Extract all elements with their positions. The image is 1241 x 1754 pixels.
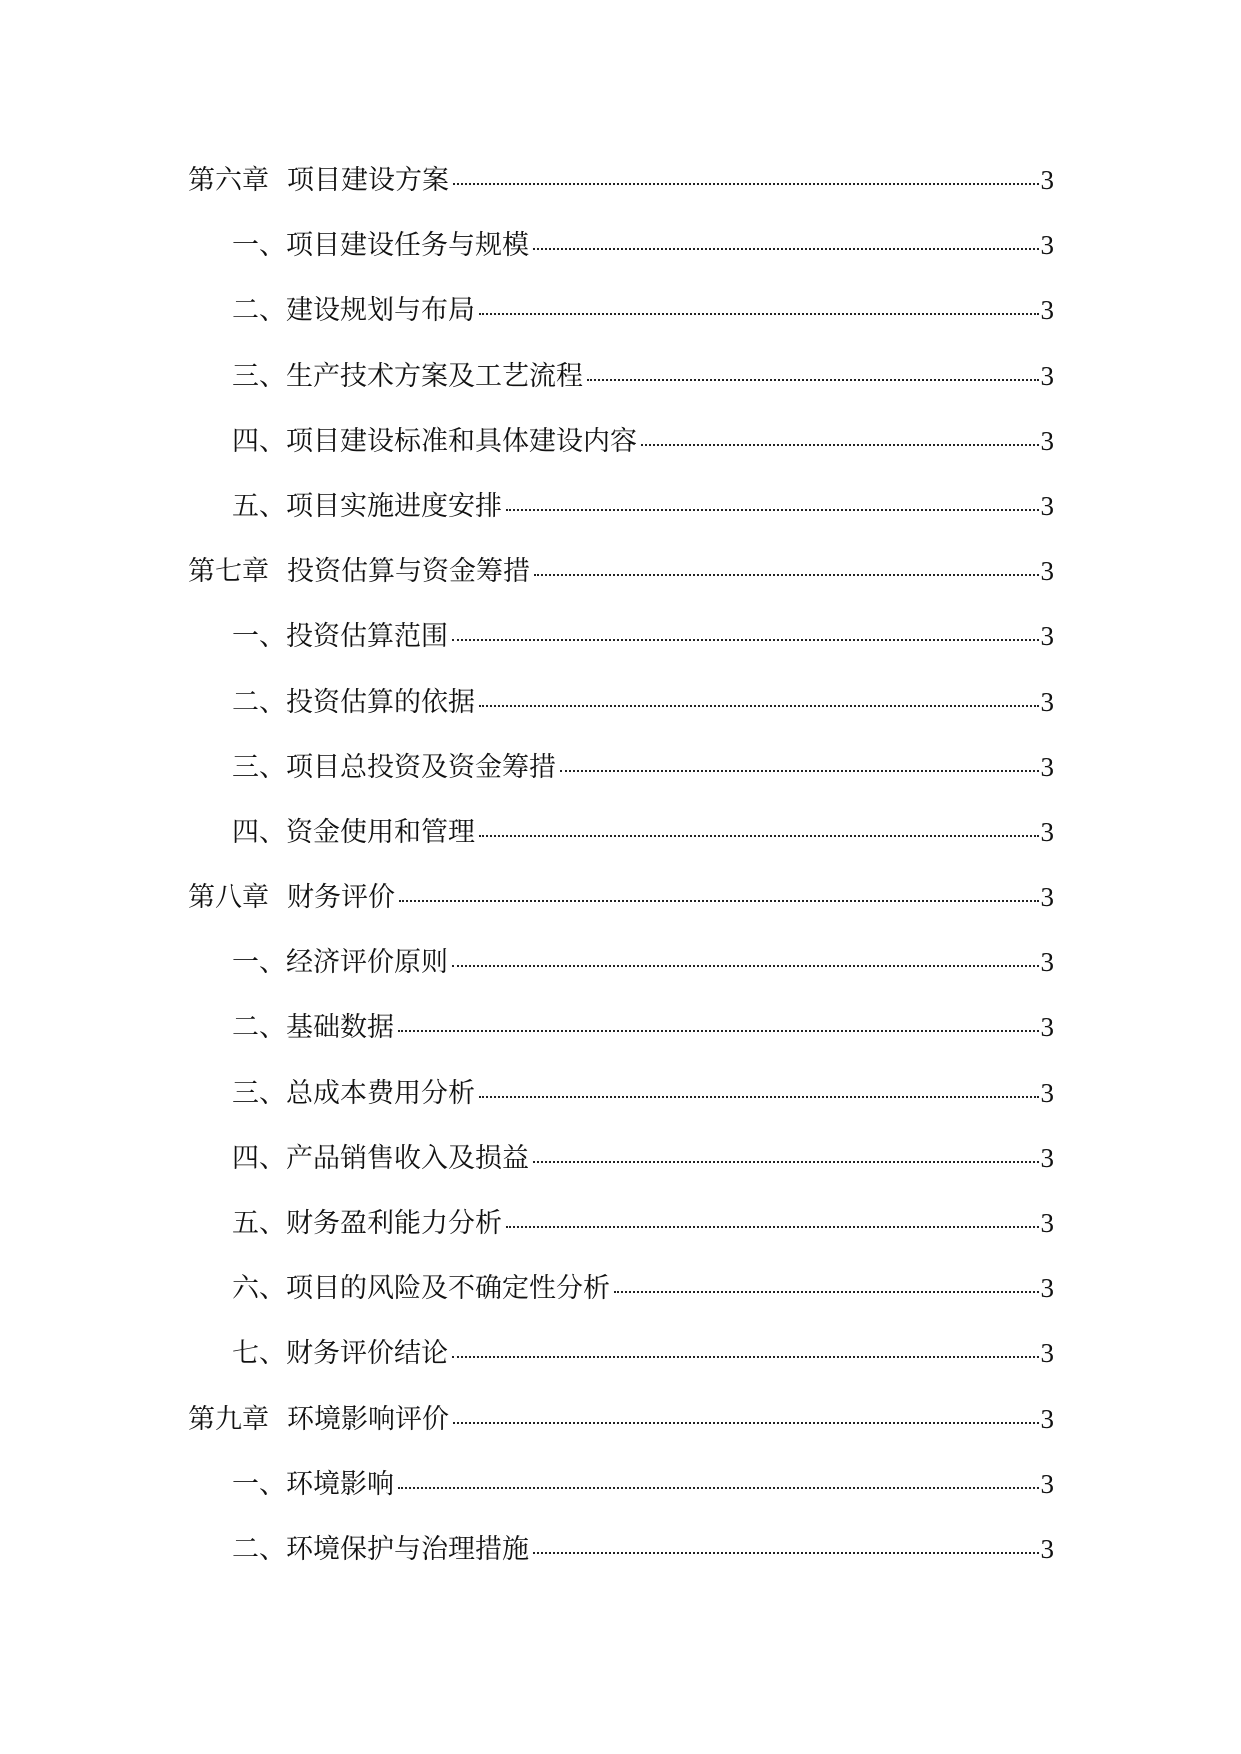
toc-entry-title: 项目建设标准和具体建设内容 <box>286 425 637 457</box>
toc-entry-label <box>232 800 479 865</box>
toc-dot-leader <box>506 488 1039 515</box>
toc-section[interactable] <box>188 1452 1054 1517</box>
toc-entry-number: 二、 <box>232 1533 286 1565</box>
table-of-contents <box>188 148 1054 1582</box>
toc-page-number: 3 <box>1040 295 1054 326</box>
toc-page-number: 3 <box>1040 947 1054 978</box>
toc-dot-leader <box>399 879 1039 906</box>
toc-entry-title: 生产技术方案及工艺流程 <box>286 360 583 392</box>
toc-section[interactable] <box>188 604 1054 669</box>
toc-section[interactable] <box>188 1256 1054 1321</box>
toc-dot-leader <box>506 1205 1039 1232</box>
toc-dot-leader <box>398 1009 1039 1036</box>
toc-entry-label <box>232 930 452 995</box>
toc-chapter[interactable] <box>188 865 1054 930</box>
toc-dot-leader <box>641 423 1039 450</box>
toc-entry-number: 三、 <box>232 751 286 783</box>
toc-entry-number: 三、 <box>232 1077 286 1109</box>
toc-entry-number: 五、 <box>232 1208 286 1239</box>
toc-entry-label <box>232 474 506 539</box>
toc-entry-title: 财务评价结论 <box>286 1338 448 1370</box>
toc-section[interactable] <box>188 278 1054 343</box>
toc-page-number: 3 <box>1040 230 1054 261</box>
toc-entry-number: 七、 <box>232 1338 286 1370</box>
toc-entry-label <box>188 148 453 213</box>
toc-entry-number: 四、 <box>232 425 286 457</box>
toc-entry-number: 第七章 <box>188 556 269 588</box>
toc-entry-title: 项目实施进度安排 <box>286 490 502 522</box>
toc-section[interactable] <box>188 1517 1054 1582</box>
toc-dot-leader <box>614 1270 1039 1297</box>
toc-page-number: 3 <box>1040 1468 1054 1499</box>
toc-entry-number: 一、 <box>232 947 286 979</box>
toc-page-number: 3 <box>1040 1403 1054 1434</box>
toc-dot-leader <box>533 1140 1039 1167</box>
toc-dot-leader <box>453 162 1039 189</box>
toc-entry-label <box>232 995 398 1060</box>
toc-dot-leader <box>452 944 1039 971</box>
toc-entry-label <box>232 1191 506 1256</box>
toc-entry-number: 二、 <box>232 295 286 327</box>
toc-entry-label <box>232 213 533 278</box>
toc-entry-title: 建设规划与布局 <box>286 295 475 327</box>
toc-page-number: 3 <box>1040 1533 1054 1564</box>
toc-page-number: 3 <box>1040 1077 1054 1108</box>
toc-entry-title: 财务评价 <box>287 882 395 914</box>
toc-page-number: 3 <box>1040 1338 1054 1369</box>
toc-entry-title: 项目的风险及不确定性分析 <box>286 1273 610 1305</box>
toc-dot-leader <box>398 1466 1039 1493</box>
toc-section[interactable] <box>188 1321 1054 1386</box>
toc-entry-title: 总成本费用分析 <box>286 1077 475 1109</box>
toc-entry-title: 资金使用和管理 <box>286 816 475 848</box>
toc-entry-title: 基础数据 <box>286 1012 394 1044</box>
toc-page-number: 3 <box>1040 1273 1054 1304</box>
toc-entry-title: 环境影响评价 <box>287 1403 449 1435</box>
toc-dot-leader <box>452 618 1039 645</box>
toc-section[interactable] <box>188 670 1054 735</box>
toc-dot-leader <box>587 358 1039 385</box>
toc-page-number: 3 <box>1040 751 1054 782</box>
toc-entry-number: 四、 <box>232 1142 286 1174</box>
toc-entry-label <box>232 1256 614 1321</box>
toc-page-number: 3 <box>1040 621 1054 652</box>
toc-entry-title: 经济评价原则 <box>286 947 448 979</box>
toc-chapter[interactable] <box>188 148 1054 213</box>
toc-entry-number: 四、 <box>232 816 286 848</box>
toc-dot-leader <box>479 684 1039 711</box>
toc-section[interactable] <box>188 213 1054 278</box>
toc-dot-leader <box>479 814 1039 841</box>
toc-entry-title: 环境保护与治理措施 <box>286 1533 529 1565</box>
toc-section[interactable] <box>188 735 1054 800</box>
toc-entry-title: 项目建设方案 <box>287 165 449 196</box>
toc-dot-leader <box>533 1531 1039 1558</box>
toc-entry-title: 环境影响 <box>286 1468 394 1500</box>
toc-dot-leader <box>479 292 1039 319</box>
toc-section[interactable] <box>188 1191 1054 1256</box>
toc-section[interactable] <box>188 930 1054 995</box>
toc-entry-title: 项目建设任务与规模 <box>286 230 529 262</box>
toc-entry-label <box>188 865 399 930</box>
toc-entry-label <box>232 1321 452 1386</box>
toc-page-number: 3 <box>1040 425 1054 456</box>
toc-page-number: 3 <box>1040 1012 1054 1043</box>
toc-page-number: 3 <box>1040 1142 1054 1173</box>
toc-entry-label <box>188 1387 453 1452</box>
toc-section[interactable] <box>188 344 1054 409</box>
toc-entry-number: 第八章 <box>188 882 269 914</box>
toc-chapter[interactable] <box>188 1387 1054 1452</box>
toc-dot-leader <box>479 1075 1039 1102</box>
toc-entry-label <box>232 735 560 800</box>
toc-entry-label <box>188 539 534 604</box>
toc-section[interactable] <box>188 409 1054 474</box>
toc-entry-label <box>232 344 587 409</box>
toc-section[interactable] <box>188 1061 1054 1126</box>
toc-dot-leader <box>453 1401 1039 1428</box>
toc-entry-title: 项目总投资及资金筹措 <box>286 751 556 783</box>
toc-entry-label <box>232 1126 533 1191</box>
toc-section[interactable] <box>188 474 1054 539</box>
toc-entry-number: 二、 <box>232 1012 286 1044</box>
toc-dot-leader <box>533 227 1039 254</box>
toc-section[interactable] <box>188 1126 1054 1191</box>
toc-entry-label <box>232 670 479 735</box>
toc-entry-number: 一、 <box>232 621 286 653</box>
toc-page-number: 3 <box>1040 882 1054 913</box>
toc-chapter[interactable] <box>188 539 1054 604</box>
toc-entry-label <box>232 1061 479 1126</box>
toc-entry-title: 财务盈利能力分析 <box>286 1208 502 1239</box>
toc-entry-number: 五、 <box>232 490 286 522</box>
toc-entry-number: 第六章 <box>188 165 269 196</box>
toc-entry-label <box>232 409 641 474</box>
toc-entry-title: 投资估算与资金筹措 <box>287 556 530 588</box>
toc-page-number: 3 <box>1040 490 1054 521</box>
toc-page-number: 3 <box>1040 360 1054 391</box>
toc-entry-number: 一、 <box>232 230 286 262</box>
toc-entry-label <box>232 1452 398 1517</box>
toc-entry-number: 二、 <box>232 686 286 718</box>
toc-entry-title: 产品销售收入及损益 <box>286 1142 529 1174</box>
toc-page-number: 3 <box>1040 1208 1054 1238</box>
toc-dot-leader <box>452 1335 1039 1362</box>
toc-section[interactable] <box>188 995 1054 1060</box>
toc-dot-leader <box>534 553 1039 580</box>
toc-entry-number: 第九章 <box>188 1403 269 1435</box>
toc-entry-number: 一、 <box>232 1468 286 1500</box>
toc-entry-number: 三、 <box>232 360 286 392</box>
toc-section[interactable] <box>188 800 1054 865</box>
toc-page-number: 3 <box>1040 165 1054 195</box>
toc-entry-title: 投资估算范围 <box>286 621 448 653</box>
toc-entry-label <box>232 1517 533 1582</box>
toc-entry-label <box>232 604 452 669</box>
toc-page-number: 3 <box>1040 816 1054 847</box>
toc-page-number: 3 <box>1040 686 1054 717</box>
toc-entry-title: 投资估算的依据 <box>286 686 475 718</box>
toc-entry-number: 六、 <box>232 1273 286 1305</box>
toc-entry-label <box>232 278 479 343</box>
toc-page-number: 3 <box>1040 556 1054 587</box>
toc-dot-leader <box>560 749 1039 776</box>
